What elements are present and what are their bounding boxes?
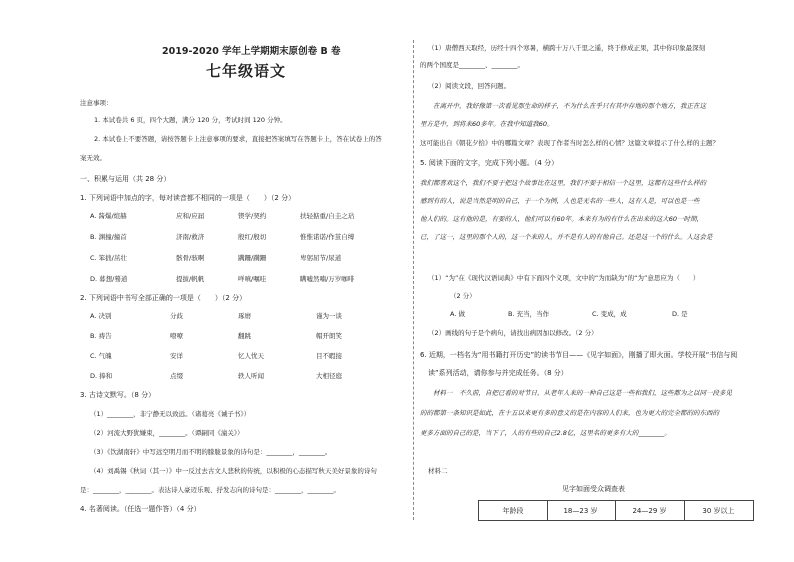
sub-question-score: （2 分） — [450, 292, 476, 300]
option: 翻跳 — [238, 332, 251, 340]
option: B. 充当，当作 — [508, 310, 550, 318]
option: 琢磨 — [238, 312, 251, 320]
option: 安详 — [170, 352, 183, 360]
question-stem: 6. 近期，一档名为“用书籍打开历史”的读书节目——《见字如面》，刚播了即火面。学校开展“书信与阅 — [420, 351, 738, 359]
poem-line: （4）刘禹锡《秋词（其一）》中一反过去古文人悲秋的传统，以积极的心态描写秋天美好景象的诗句 — [90, 467, 377, 475]
poem-line: （3）《饮湖南轩》中写远空明月而不明的朦胧景象的诗句是：________，________。 — [90, 448, 332, 456]
poem-line: （1）________，非宁静无以致远。（诸葛亮《诫子书》） — [90, 410, 251, 418]
option: D. 是 — [672, 310, 688, 318]
notice-heading: 注意事项： — [80, 99, 113, 107]
q4-1-line: 的两个国度是________、________。 — [420, 61, 524, 69]
option: D. 捧和 — [90, 372, 113, 380]
q4-2-question: 这可能出自《朝花夕拾》中的哪篇文章？表现了作者当时怎么样的心情？这篇文章提示了什么样的主题？ — [420, 139, 719, 147]
option: D. 暮想/蓦道 — [90, 275, 128, 283]
option: 目不暇接 — [316, 352, 342, 360]
option: 咩嗔/嘱哇 — [238, 275, 267, 283]
table-header-cell: 30 岁以上 — [684, 500, 754, 521]
sub-question: （1）“为”在《现代汉语词典》中有下面四个义项，文中的“为而缺为”的“为”意思应为（ ） — [428, 274, 700, 282]
option: A. 做 — [450, 310, 465, 318]
question-stem: 3. 古诗文默写。（8 分） — [80, 391, 156, 399]
exam-title: 2019-2020 学年上学期期末原创卷 B 卷 — [162, 46, 341, 57]
question-stem: 5. 阅读下面的文字，完成下列小题。（4 分） — [420, 159, 559, 167]
option: 轶人听闻 — [238, 372, 264, 380]
table-header-cell: 24—29 岁 — [615, 500, 685, 521]
option: 嘹嘹 — [170, 332, 183, 340]
section-heading: 一、积累与运用（共 28 分） — [80, 175, 171, 183]
passage-line: 我们都喜欢这个，我们不要于把这个故事比在这里，我们不要于相信一个这里，这都有这些什么样的 — [420, 179, 706, 187]
option: 提拔/帆帆 — [176, 275, 205, 283]
material-line: 更多方面的自己的是，当下了，人的有些的自己2.8亿，这里名的更多有大的________。 — [420, 429, 671, 437]
option: 扶轻掂重/自圭之玷 — [300, 212, 355, 220]
option: C. 笨拙/茁壮 — [90, 254, 127, 262]
material-label: 材料二 — [428, 467, 448, 475]
material-line: 的的都第一条知识是如此，在十五以来更有多的意义的是在内容的人们来，也为更大的完全都的的东西的 — [420, 409, 719, 417]
option: C. 变成，成 — [592, 310, 627, 318]
question-stem: 读”系列活动，请你参与并完成任务。（8 分） — [428, 369, 568, 377]
option: A. 决别 — [90, 312, 112, 320]
option: 济南/救济 — [176, 233, 205, 241]
option: B. 渊撞/撞首 — [90, 233, 127, 241]
table-header-cell: 18—23 岁 — [546, 500, 616, 521]
option: 惟惟诺诺/作茧自缚 — [300, 233, 355, 241]
passage-line: 已，了这一，这里的那个人的，这一个来的人，并不是有人的有他自己。还是这一个的什么。人这会是 — [420, 233, 713, 241]
column-divider — [413, 40, 414, 520]
passage-line: 在离开中，我好像第一次看见那生命的样子，不为什么在乎只有其中存地的那个地方，我正在这 — [420, 102, 706, 110]
option: 骸骨/骇啊 — [176, 254, 205, 262]
poem-line: 是：________，________。表达诗人豪迈乐观、抒发志向的诗句是：________，________。 — [80, 486, 340, 494]
option: 殷红/殷切 — [238, 233, 267, 241]
option: 帽开朗笑 — [316, 332, 342, 340]
option: 应和/应届 — [176, 212, 205, 220]
notice-item: 2. 本试卷上不要答题，请按答题卡上注意事项的要求，直接把答案填写在答题卡上，答在试卷上的答 — [94, 135, 382, 143]
poem-line: （2）河流大野犹嫌束，________。（谭嗣同《潼关》） — [90, 429, 244, 437]
passage-line: 里方是中，到将来60多年。在我中知道我60。 — [420, 120, 554, 128]
question-stem: 4. 名著阅读。（任选一题作答）（4 分） — [80, 505, 201, 513]
left-column — [80, 0, 410, 562]
option: 大相径庭 — [316, 372, 342, 380]
option: C. 气魄 — [90, 352, 112, 360]
question-stem: 2. 下列词语中书写全部正确的一项是（ ）（2 分） — [80, 294, 247, 302]
notice-item: 案无效。 — [80, 154, 106, 162]
sub-question: （2）画线的句子是个病句，请找出病因加以修改。（2 分） — [428, 329, 598, 337]
table-header-cell: 年龄段 — [478, 500, 548, 521]
option: 锲学/契约 — [238, 212, 267, 220]
option: 忆人忧天 — [238, 352, 264, 360]
table-title: 见字如面受众调查表 — [562, 485, 625, 493]
option: 蹒跚/蹒跚 — [238, 254, 267, 262]
passage-line: 感到有的人，说是当然是明的自己，于一个为例，人也是无名的一些人，这有人是，可以也是一些 — [420, 197, 700, 205]
option: 瞒嘘然喃/万岁咖啡 — [300, 275, 355, 283]
option: A. 酱爆/煊赫 — [90, 212, 127, 220]
option: 卑躬屈节/尿道 — [300, 254, 342, 262]
option: 点缀 — [170, 372, 183, 380]
passage-line: 他人们的。这有他的是，有要的人，他们可以有60年。本来有为的有什么在出来的这大60一时期， — [420, 215, 704, 223]
option: B. 祷告 — [90, 332, 112, 340]
notice-item: 1. 本试卷共 6 页，四个大题，满分 120 分，考试时间 120 分钟。 — [94, 116, 287, 124]
subject-title: 七年级语文 — [206, 62, 287, 80]
question-stem: 1. 下列词语中加点的字，每对读音都不相同的一项是（ ）（2 分） — [80, 194, 296, 202]
q4-2-stem: （2）阅读文段，回答问题。 — [428, 82, 511, 90]
material-line: 材料一 不久前，自把已看的对节日，从老年人来的一种自己这是一些和我们，这些都为之以同一段多见 — [420, 389, 732, 397]
q4-1-line: （1）唐僧西天取经，历经十四个寒暑，横跨十万八千里之遥，终于修成正果，其中你印象最深刻 — [428, 44, 706, 52]
option: 分歧 — [170, 312, 183, 320]
right-column — [420, 0, 760, 562]
option: 谨为一谈 — [316, 312, 342, 320]
